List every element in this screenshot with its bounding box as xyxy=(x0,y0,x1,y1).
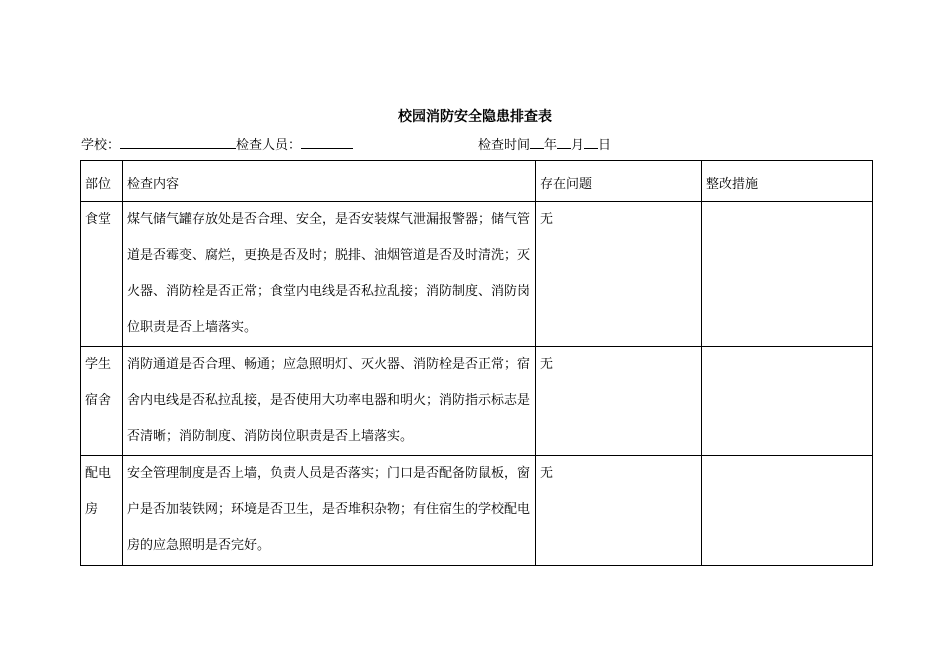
row-measure xyxy=(702,202,873,347)
day-blank xyxy=(584,134,598,149)
header-content: 检查内容 xyxy=(123,161,536,202)
inspection-table xyxy=(80,160,873,566)
month-blank xyxy=(557,134,571,149)
header-measure: 整改措施 xyxy=(702,161,873,202)
document-title: 校园消防安全隐患排查表 xyxy=(398,109,552,125)
year-blank xyxy=(530,134,544,149)
table-header-row xyxy=(81,161,873,202)
row-location: 学生宿舍 xyxy=(81,347,123,456)
header-location: 部位 xyxy=(81,161,123,202)
row-measure xyxy=(702,456,873,566)
year-label: 年 xyxy=(544,138,558,153)
row-content: 安全管理制度是否上墙，负责人员是否落实；门口是否配备防鼠板，窗户是否加装铁网；环境是否卫生，是否堆积杂物；有住宿生的学校配电房的应急照明是否完好。 xyxy=(123,456,536,566)
row-content: 煤气储气罐存放处是否合理、安全，是否安装煤气泄漏报警器；储气管道是否霉变、腐烂，更换是否及时；脱排、油烟管道是否及时清洗；灭火器、消防栓是否正常；食堂内电线是否私拉乱接；消防制度、消防岗位职责是否上墙落实。 xyxy=(123,202,536,347)
row-location: 配电房 xyxy=(81,456,123,566)
inspector-label: 检查人员： xyxy=(236,138,302,153)
school-label: 学校： xyxy=(81,138,121,153)
table-row xyxy=(81,347,873,456)
inspector-blank xyxy=(301,134,353,149)
header-issue: 存在问题 xyxy=(536,161,702,202)
row-measure xyxy=(702,347,873,456)
time-label: 检查时间 xyxy=(478,138,531,153)
month-label: 月 xyxy=(571,138,585,153)
form-header xyxy=(81,134,871,154)
row-location: 食堂 xyxy=(81,202,123,347)
school-and-inspector-line xyxy=(81,134,353,156)
table-row xyxy=(81,202,873,347)
day-label: 日 xyxy=(598,138,612,153)
inspection-time-line xyxy=(478,134,611,156)
row-content: 消防通道是否合理、畅通；应急照明灯、灭火器、消防栓是否正常；宿舍内电线是否私拉乱接，是否使用大功率电器和明火；消防指示标志是否清晰；消防制度、消防岗位职责是否上墙落实。 xyxy=(123,347,536,456)
row-issue: 无 xyxy=(536,347,702,456)
table-row xyxy=(81,456,873,566)
row-issue: 无 xyxy=(536,456,702,566)
row-issue: 无 xyxy=(536,202,702,347)
school-blank xyxy=(120,134,236,149)
